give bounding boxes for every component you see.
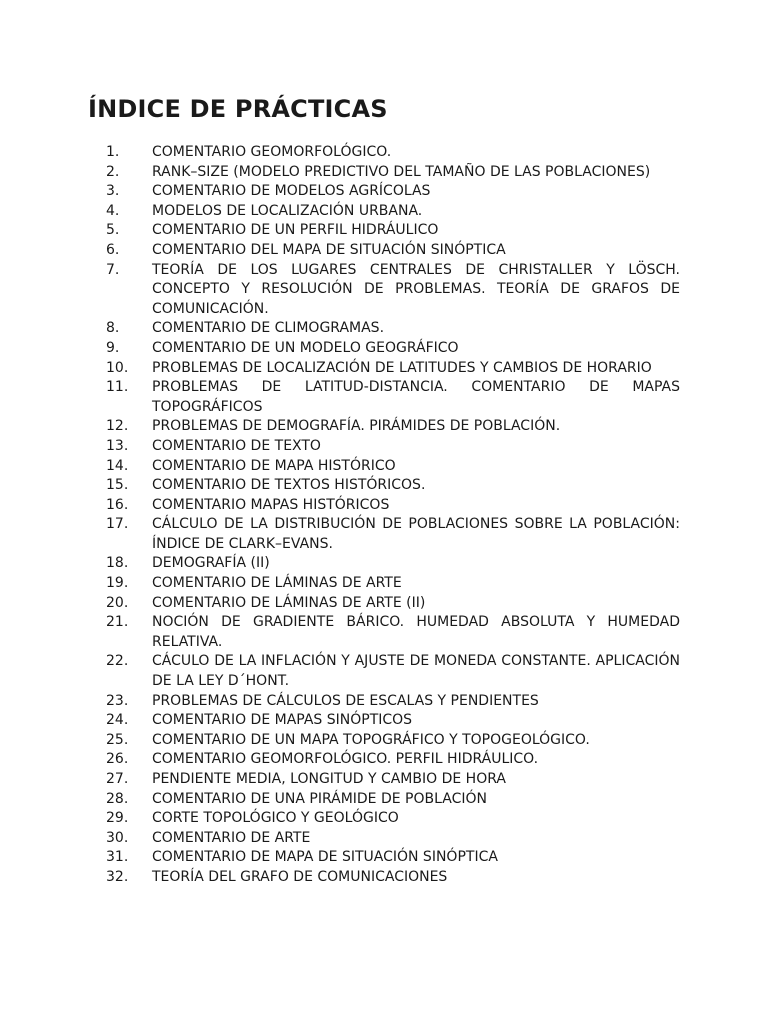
item-number: 13. [106, 437, 129, 454]
item-number: 6. [106, 241, 120, 258]
list-item [88, 359, 680, 379]
list-item [88, 143, 680, 163]
list-item [88, 202, 680, 222]
item-text: PROBLEMAS DE LATITUD-DISTANCIA. COMENTARIO DE MAPAS TOPOGRÁFICOS [152, 379, 680, 415]
item-text: COMENTARIO DE ARTE [152, 829, 311, 846]
item-text: COMENTARIO DE UN MAPA TOPOGRÁFICO Y TOPOGEOLÓGICO. [152, 731, 590, 748]
item-number: 8. [106, 320, 120, 337]
item-number: 10. [106, 359, 129, 376]
item-text: CÁLCULO DE LA DISTRIBUCIÓN DE POBLACIONES SOBRE LA POBLACIÓN: ÍNDICE DE CLARK–EVANS. [152, 516, 680, 552]
item-text: DEMOGRAFÍA (II) [152, 555, 270, 572]
list-item [88, 574, 680, 594]
item-number: 15. [106, 477, 129, 494]
item-text: CÁCULO DE LA INFLACIÓN Y AJUSTE DE MONEDA CONSTANTE. APLICACIÓN DE LA LEY D´HONT. [152, 653, 680, 690]
item-number: 12. [106, 418, 129, 435]
list-item [88, 554, 680, 574]
list-item [88, 515, 680, 554]
item-number: 11. [106, 379, 129, 396]
item-number: 32. [106, 868, 129, 885]
item-text: COMENTARIO DE TEXTO [152, 437, 321, 454]
item-number: 16. [106, 496, 129, 513]
item-number: 17. [106, 516, 129, 533]
item-number: 31. [106, 849, 129, 866]
item-text: PROBLEMAS DE DEMOGRAFÍA. PIRÁMIDES DE POBLACIÓN. [152, 418, 561, 435]
list-item [88, 652, 680, 691]
item-text: COMENTARIO DE MAPA HISTÓRICO [152, 457, 396, 474]
list-item [88, 378, 680, 417]
list-item [88, 476, 680, 496]
list-item [88, 750, 680, 770]
list-item [88, 182, 680, 202]
item-text: COMENTARIO DE UNA PIRÁMIDE DE POBLACIÓN [152, 790, 487, 807]
item-number: 19. [106, 575, 129, 592]
item-text: COMENTARIO DE MAPAS SINÓPTICOS [152, 712, 413, 729]
list-item [88, 496, 680, 516]
item-number: 9. [106, 339, 120, 356]
list-item [88, 711, 680, 731]
item-number: 3. [106, 183, 120, 200]
item-text: COMENTARIO DE MODELOS AGRÍCOLAS [152, 183, 431, 200]
list-item [88, 790, 680, 810]
item-text: COMENTARIO DE LÁMINAS DE ARTE (II) [152, 594, 426, 611]
item-number: 14. [106, 457, 129, 474]
list-item [88, 163, 680, 183]
list-item [88, 457, 680, 477]
item-number: 20. [106, 594, 129, 611]
item-number: 1. [106, 144, 120, 160]
item-text: COMENTARIO DE MAPA DE SITUACIÓN SINÓPTICA [152, 849, 498, 866]
item-text: TEORÍA DE LOS LUGARES CENTRALES DE CHRISTALLER Y LÖSCH. CONCEPTO Y RESOLUCIÓN DE PROBLEMAS. TEORÍA DE GRAFOS DE COMUNICACIÓN. [152, 261, 680, 317]
item-text: COMENTARIO DE CLIMOGRAMAS. [152, 320, 385, 337]
item-text: COMENTARIO DE UN MODELO GEOGRÁFICO [152, 339, 459, 356]
item-number: 2. [106, 163, 120, 180]
list-item [88, 339, 680, 359]
item-number: 7. [106, 261, 120, 278]
item-text: TEORÍA DEL GRAFO DE COMUNICACIONES [152, 868, 448, 885]
item-number: 21. [106, 614, 129, 631]
item-number: 30. [106, 829, 129, 846]
list-item [88, 594, 680, 614]
list-item [88, 848, 680, 868]
item-number: 5. [106, 222, 120, 239]
item-number: 29. [106, 810, 129, 827]
list-item [88, 731, 680, 751]
item-number: 28. [106, 790, 129, 807]
item-text: PROBLEMAS DE LOCALIZACIÓN DE LATITUDES Y CAMBIOS DE HORARIO [152, 359, 652, 376]
item-text: COMENTARIO DE UN PERFIL HIDRÁULICO [152, 222, 439, 239]
list-item [88, 417, 680, 437]
list-item [88, 261, 680, 320]
item-number: 25. [106, 731, 129, 748]
list-item [88, 437, 680, 457]
item-number: 23. [106, 692, 129, 709]
list-item [88, 613, 680, 652]
list-item [88, 770, 680, 790]
item-number: 4. [106, 202, 120, 219]
list-item [88, 221, 680, 241]
item-text: CORTE TOPOLÓGICO Y GEOLÓGICO [152, 810, 399, 827]
item-text: RANK–SIZE (MODELO PREDICTIVO DEL TAMAÑO DE LAS POBLACIONES) [152, 163, 651, 180]
list-item [88, 241, 680, 261]
item-number: 27. [106, 771, 129, 787]
item-text: COMENTARIO GEOMORFOLÓGICO. [152, 144, 392, 160]
list-item [88, 319, 680, 339]
item-text: COMENTARIO DE LÁMINAS DE ARTE [152, 575, 402, 592]
list-item [88, 809, 680, 829]
item-number: 24. [106, 712, 129, 729]
list-item [88, 868, 680, 888]
list-item [88, 692, 680, 712]
item-text: COMENTARIO DEL MAPA DE SITUACIÓN SINÓPTICA [152, 241, 506, 258]
item-text: COMENTARIO DE TEXTOS HISTÓRICOS. [152, 477, 426, 494]
item-text: COMENTARIO MAPAS HISTÓRICOS [152, 496, 390, 513]
item-text: NOCIÓN DE GRADIENTE BÁRICO. HUMEDAD ABSOLUTA Y HUMEDAD RELATIVA. [152, 614, 680, 650]
item-number: 22. [106, 653, 129, 670]
item-number: 26. [106, 751, 129, 768]
practice-index-list [88, 143, 680, 888]
item-text: MODELOS DE LOCALIZACIÓN URBANA. [152, 202, 423, 219]
item-text: COMENTARIO GEOMORFOLÓGICO. PERFIL HIDRÁULICO. [152, 751, 539, 768]
item-number: 18. [106, 555, 129, 572]
item-text: PENDIENTE MEDIA, LONGITUD Y CAMBIO DE HORA [152, 771, 506, 787]
list-item [88, 829, 680, 849]
item-text: PROBLEMAS DE CÁLCULOS DE ESCALAS Y PENDIENTES [152, 692, 539, 709]
page-title: ÍNDICE DE PRÁCTICAS [88, 95, 388, 123]
